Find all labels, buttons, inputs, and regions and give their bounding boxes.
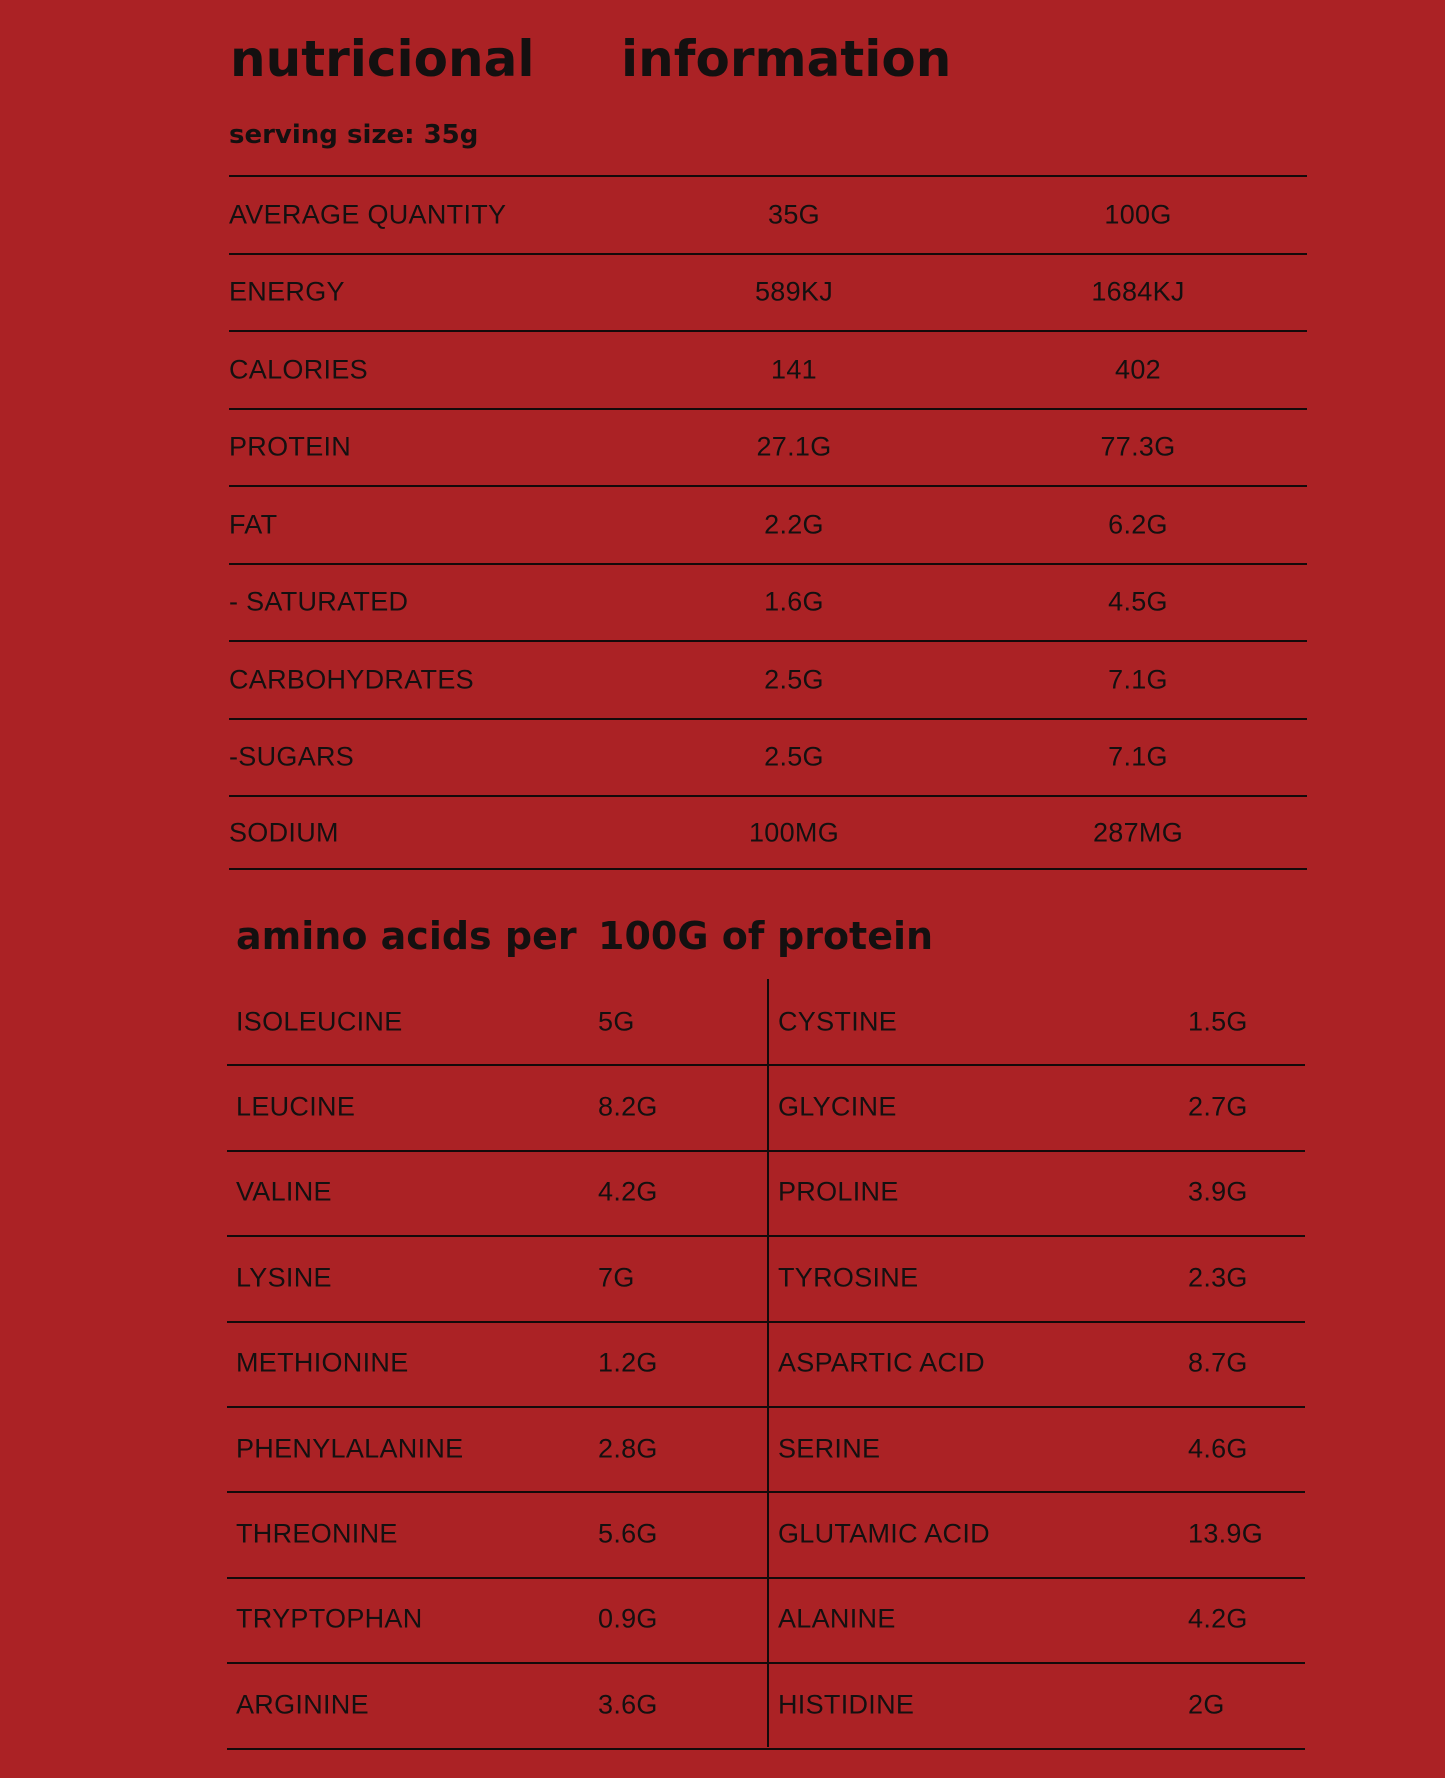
amino-heading-part-2: 100G of [598, 914, 765, 958]
nutrient-label: ENERGY [229, 276, 345, 307]
nutrient-label: SODIUM [229, 817, 339, 847]
amino-value-left: 4.2G [598, 1176, 658, 1207]
nutrition-row [229, 720, 1307, 798]
nutrition-row [229, 255, 1307, 333]
nutrition-header-serving: 35G [768, 199, 820, 230]
nutrition-row [229, 410, 1307, 488]
amino-name-left: ARGININE [236, 1689, 369, 1720]
amino-value-right: 4.6G [1188, 1433, 1248, 1464]
nutrition-header-100g: 100G [1104, 199, 1172, 230]
nutrient-per-serving: 1.6G [764, 586, 824, 617]
amino-value-right: 13.9G [1188, 1518, 1264, 1549]
nutrient-per-100g: 7.1G [1108, 741, 1168, 772]
amino-name-left: VALINE [236, 1176, 332, 1207]
nutrient-per-serving: 141 [771, 354, 817, 385]
amino-value-left: 5.6G [598, 1518, 658, 1549]
amino-name-right: ALANINE [778, 1603, 896, 1634]
nutrient-per-serving: 27.1G [756, 431, 832, 462]
amino-value-right: 4.2G [1188, 1603, 1248, 1634]
nutrient-per-serving: 100MG [748, 817, 840, 847]
amino-value-left: 2.8G [598, 1433, 658, 1464]
nutrient-per-serving: 2.5G [764, 664, 824, 695]
nutrient-per-serving: 2.2G [764, 509, 824, 540]
nutrition-row [229, 487, 1307, 565]
amino-row [227, 1235, 1305, 1322]
amino-name-left: THREONINE [236, 1518, 398, 1549]
nutrient-label: CALORIES [229, 354, 368, 385]
amino-value-right: 8.7G [1188, 1347, 1248, 1378]
amino-row [227, 1064, 1305, 1151]
nutrient-label: PROTEIN [229, 431, 352, 462]
amino-name-right: GLUTAMIC ACID [778, 1518, 990, 1549]
amino-name-right: TYROSINE [778, 1262, 919, 1293]
amino-name-left: TRYPTOPHAN [236, 1603, 423, 1634]
nutrient-per-100g: 4.5G [1108, 586, 1168, 617]
amino-name-left: LYSINE [236, 1262, 332, 1293]
amino-heading-part-3: protein [777, 914, 934, 958]
amino-name-right: PROLINE [778, 1176, 899, 1207]
nutrient-label: -SUGARS [229, 741, 355, 772]
nutrition-row [229, 332, 1307, 410]
amino-value-right: 1.5G [1188, 1006, 1248, 1037]
amino-value-left: 0.9G [598, 1603, 658, 1634]
amino-value-right: 2.7G [1188, 1091, 1248, 1122]
nutrient-per-serving: 2.5G [764, 741, 824, 772]
nutrition-row [229, 797, 1307, 870]
nutrient-per-serving: 589KJ [754, 276, 834, 307]
amino-name-left: ISOLEUCINE [236, 1006, 403, 1037]
amino-row [227, 1321, 1305, 1408]
nutrient-label: - SATURATED [229, 586, 409, 617]
amino-value-left: 7G [598, 1262, 635, 1293]
amino-value-right: 2G [1188, 1689, 1225, 1720]
amino-value-right: 2.3G [1188, 1262, 1248, 1293]
page-title-word-1: nutricional [230, 30, 535, 88]
amino-row [227, 979, 1305, 1066]
amino-name-right: SERINE [778, 1433, 881, 1464]
amino-row [227, 1406, 1305, 1493]
nutrition-header-row [229, 177, 1307, 255]
amino-value-left: 8.2G [598, 1091, 658, 1122]
nutrient-label: FAT [229, 509, 278, 540]
amino-value-left: 1.2G [598, 1347, 658, 1378]
amino-name-left: PHENYLALANINE [236, 1433, 464, 1464]
nutrition-row [229, 642, 1307, 720]
amino-value-right: 3.9G [1188, 1176, 1248, 1207]
page-title-word-2: information [621, 30, 952, 88]
amino-value-left: 3.6G [598, 1689, 658, 1720]
amino-acids-table [227, 979, 1305, 1747]
amino-heading-part-1: amino acids per [236, 914, 577, 958]
amino-row [227, 1662, 1305, 1749]
nutrition-header-label: AVERAGE QUANTITY [229, 199, 507, 230]
amino-name-left: METHIONINE [236, 1347, 409, 1378]
serving-size: serving size: 35g [229, 120, 479, 150]
nutrient-per-100g: 77.3G [1100, 431, 1176, 462]
amino-name-right: ASPARTIC ACID [778, 1347, 985, 1378]
amino-name-right: CYSTINE [778, 1006, 898, 1037]
amino-name-right: GLYCINE [778, 1091, 897, 1122]
nutrient-per-100g: 287MG [1092, 817, 1184, 847]
nutrient-per-100g: 6.2G [1108, 509, 1168, 540]
nutrient-per-100g: 7.1G [1108, 664, 1168, 695]
nutrition-table [229, 175, 1307, 870]
amino-value-left: 5G [598, 1006, 635, 1037]
amino-row [227, 1150, 1305, 1237]
nutrient-per-100g: 1684KJ [1091, 276, 1185, 307]
amino-row [227, 1577, 1305, 1664]
nutrient-label: CARBOHYDRATES [229, 664, 474, 695]
amino-name-left: LEUCINE [236, 1091, 356, 1122]
nutrient-per-100g: 402 [1115, 354, 1161, 385]
amino-name-right: HISTIDINE [778, 1689, 915, 1720]
amino-row [227, 1491, 1305, 1578]
nutrition-row [229, 565, 1307, 643]
